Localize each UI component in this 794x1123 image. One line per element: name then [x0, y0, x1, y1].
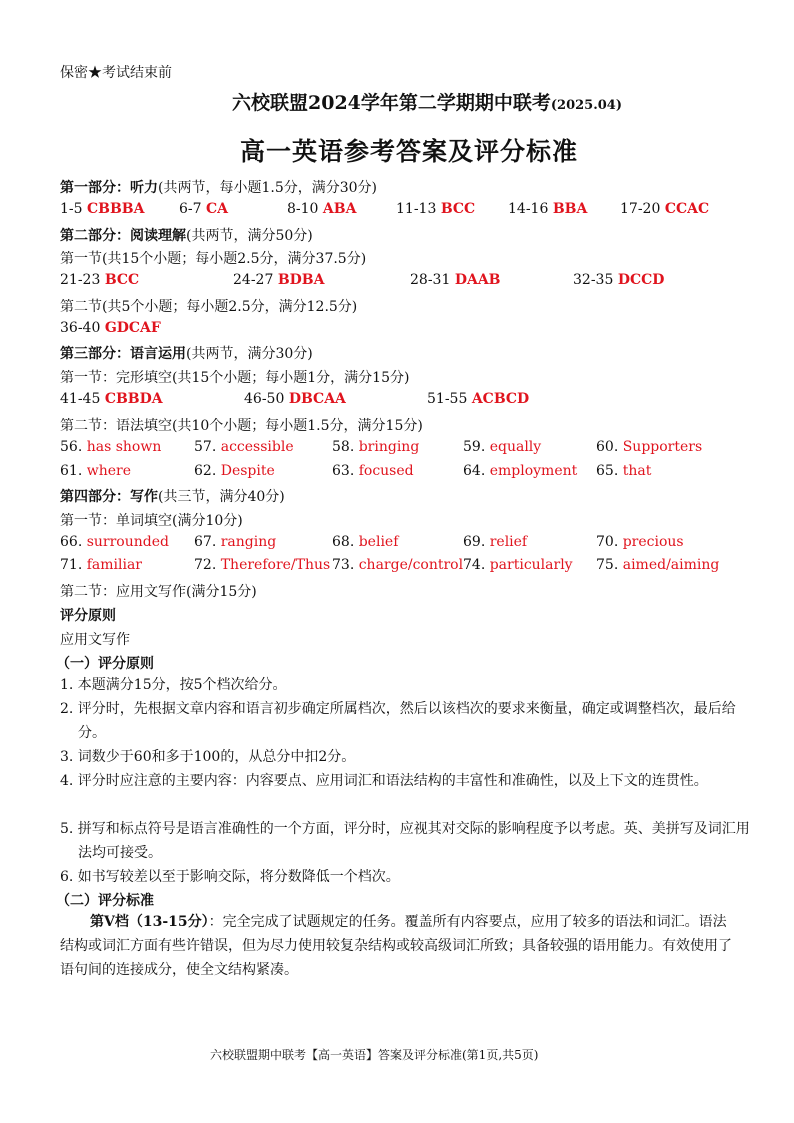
answer-key: CA	[206, 201, 229, 217]
grade5-description	[60, 910, 740, 982]
grade5-text: ：完全完成了试题规定的任务。覆盖所有内容要点，应用了较多的语法和词汇。语法结构或词汇方面有些许错误，但为尽力使用较复杂结构或较高级词汇所致；具备较强的语用能力。有效使用了语句间的连接成分，使全文结构紧凑。	[60, 914, 732, 978]
question-range: 14-16	[508, 201, 553, 217]
answer-key: BDBA	[277, 272, 325, 288]
answer-text: has shown	[86, 439, 162, 455]
part3-section1: 第一节：完形填空(共15个小题；每小题1分，满分15分)	[60, 370, 410, 386]
answer-group	[60, 391, 163, 407]
question-range: 51-55	[427, 391, 472, 407]
answer-text: accessible	[220, 439, 294, 455]
part2-heading	[60, 225, 313, 245]
answer-key: BCC	[104, 272, 140, 288]
answer-key: ACBCD	[471, 391, 530, 407]
answer-text: charge/control	[358, 557, 464, 573]
grammar-answer	[332, 463, 414, 479]
answer-text: bringing	[358, 439, 420, 455]
part3-title: 第三部分：语言运用	[60, 346, 186, 362]
question-number: 70.	[596, 534, 623, 550]
part3-note: (共两节，满分30分)	[186, 346, 313, 362]
document-title: 高一英语参考答案及评分标准	[240, 137, 579, 166]
grade5-label: 第Ⅴ档（13-15分）	[90, 914, 209, 930]
word-answer	[194, 534, 276, 550]
question-number: 61.	[60, 463, 87, 479]
exam-title	[232, 88, 622, 115]
part2-note: (共两节，满分50分)	[186, 228, 313, 244]
grammar-answer	[194, 463, 275, 479]
grammar-answer	[463, 463, 577, 479]
question-range: 24-27	[233, 272, 278, 288]
answer-text: surrounded	[86, 534, 169, 550]
word-answer	[463, 557, 573, 573]
question-number: 56.	[60, 439, 87, 455]
question-range: 36-40	[60, 320, 105, 336]
answer-key: DAAB	[454, 272, 501, 288]
word-answer	[332, 557, 463, 573]
grammar-answer	[60, 463, 131, 479]
answer-key: ABA	[322, 201, 357, 217]
answer-group	[233, 272, 324, 288]
answer-key: DCCD	[617, 272, 665, 288]
part1-title: 第一部分：听力	[60, 180, 158, 196]
answer-text: Therefore/Thus	[220, 557, 331, 573]
answer-group	[508, 201, 587, 217]
question-number: 71.	[60, 557, 87, 573]
question-range: 8-10	[287, 201, 323, 217]
answer-group	[287, 201, 356, 217]
question-range: 28-31	[410, 272, 455, 288]
grammar-answer	[332, 439, 419, 455]
answer-group	[620, 201, 709, 217]
part2-title: 第二部分：阅读理解	[60, 228, 186, 244]
question-number: 65.	[596, 463, 623, 479]
answer-text: employment	[489, 463, 578, 479]
question-number: 59.	[463, 439, 490, 455]
answer-text: that	[622, 463, 652, 479]
question-number: 67.	[194, 534, 221, 550]
grammar-answer	[463, 439, 541, 455]
question-number: 74.	[463, 557, 490, 573]
answer-text: familiar	[86, 557, 142, 573]
word-answer	[332, 534, 398, 550]
question-range: 21-23	[60, 272, 105, 288]
standards-title: （二）评分标准	[56, 893, 154, 909]
part4-section1: 第一节：单词填空(满分10分)	[60, 513, 243, 529]
answer-text: ranging	[220, 534, 277, 550]
question-number: 58.	[332, 439, 359, 455]
word-answer	[596, 557, 719, 573]
answer-group	[60, 272, 139, 288]
answer-group	[427, 391, 529, 407]
answer-text: where	[86, 463, 131, 479]
exam-title-text: 六校联盟2024学年第二学期期中联考	[232, 92, 551, 114]
grammar-answer	[60, 439, 161, 455]
principle-item: 1. 本题满分15分，按5个档次给分。	[60, 677, 287, 693]
principle-item: 2. 评分时，先根据文章内容和语言初步确定所属档次，然后以该档次的要求来衡量，确定或调整档次，最后给分。	[60, 701, 736, 741]
principle-item: 3. 词数少于60和多于100的，从总分中扣2分。	[60, 749, 356, 765]
confidential-mark: 保密★考试结束前	[60, 65, 172, 81]
answer-key: GDCAF	[104, 320, 161, 336]
grammar-answer	[194, 439, 294, 455]
question-number: 69.	[463, 534, 490, 550]
answer-group	[60, 201, 145, 217]
answer-group	[573, 272, 664, 288]
answer-key: DBCAA	[288, 391, 346, 407]
word-answer	[194, 557, 330, 573]
principle-item: 6. 如书写较差以至于影响交际，将分数降低一个档次。	[60, 869, 400, 885]
answer-key: CCAC	[664, 201, 710, 217]
answer-group	[60, 320, 161, 336]
question-number: 66.	[60, 534, 87, 550]
question-number: 68.	[332, 534, 359, 550]
answer-group	[244, 391, 346, 407]
answer-text: equally	[489, 439, 542, 455]
question-number: 60.	[596, 439, 623, 455]
question-range: 1-5	[60, 201, 87, 217]
grammar-answer	[596, 439, 702, 455]
part4-section2: 第二节：应用文写作(满分15分)	[60, 584, 257, 600]
principles-title: （一）评分原则	[56, 656, 154, 672]
part1-heading	[60, 177, 377, 197]
scoring-subheading: 应用文写作	[60, 632, 130, 648]
question-range: 32-35	[573, 272, 618, 288]
question-number: 72.	[194, 557, 221, 573]
part2-section2: 第二节(共5个小题；每小题2.5分，满分12.5分)	[60, 299, 358, 315]
answer-text: aimed/aiming	[622, 557, 720, 573]
exam-date: (2025.04)	[550, 98, 622, 113]
word-answer	[463, 534, 527, 550]
answer-group	[410, 272, 501, 288]
part1-note: (共两节，每小题1.5分，满分30分)	[158, 180, 378, 196]
question-number: 62.	[194, 463, 221, 479]
question-number: 64.	[463, 463, 490, 479]
question-number: 73.	[332, 557, 359, 573]
answer-key: CBBBA	[87, 201, 145, 217]
answer-key: BCC	[440, 201, 476, 217]
answer-group	[179, 201, 228, 217]
answer-text: belief	[358, 534, 399, 550]
question-number: 57.	[194, 439, 221, 455]
page-footer: 六校联盟期中联考【高一英语】答案及评分标准(第1页,共5页)	[210, 1048, 539, 1062]
answer-text: focused	[358, 463, 414, 479]
question-range: 6-7	[179, 201, 206, 217]
answer-text: relief	[489, 534, 528, 550]
word-answer	[60, 557, 142, 573]
answer-text: precious	[622, 534, 684, 550]
scoring-heading: 评分原则	[60, 608, 116, 624]
question-range: 17-20	[620, 201, 665, 217]
principle-item: 4. 评分时应注意的主要内容：内容要点、应用词汇和语法结构的丰富性和准确性，以及上下文的连贯性。	[60, 773, 708, 789]
part4-note: (共三节，满分40分)	[158, 489, 285, 505]
question-range: 41-45	[60, 391, 105, 407]
part4-title: 第四部分：写作	[60, 489, 158, 505]
word-answer	[596, 534, 684, 550]
answer-key: BBA	[552, 201, 588, 217]
question-range: 46-50	[244, 391, 289, 407]
question-number: 75.	[596, 557, 623, 573]
part3-section2: 第二节：语法填空(共10个小题；每小题1.5分，满分15分)	[60, 418, 423, 434]
part4-heading	[60, 486, 285, 506]
question-number: 63.	[332, 463, 359, 479]
answer-key: CBBDA	[104, 391, 163, 407]
part2-section1: 第一节(共15个小题；每小题2.5分，满分37.5分)	[60, 251, 367, 267]
part3-heading	[60, 343, 313, 363]
answer-text: Supporters	[622, 439, 703, 455]
question-range: 11-13	[396, 201, 441, 217]
answer-text: particularly	[489, 557, 573, 573]
grammar-answer	[596, 463, 651, 479]
principle-item: 5. 拼写和标点符号是语言准确性的一个方面，评分时，应视其对交际的影响程度予以考虑。英、美拼写及词汇用法均可接受。	[60, 821, 750, 861]
answer-group	[396, 201, 475, 217]
word-answer	[60, 534, 169, 550]
answer-text: Despite	[220, 463, 275, 479]
